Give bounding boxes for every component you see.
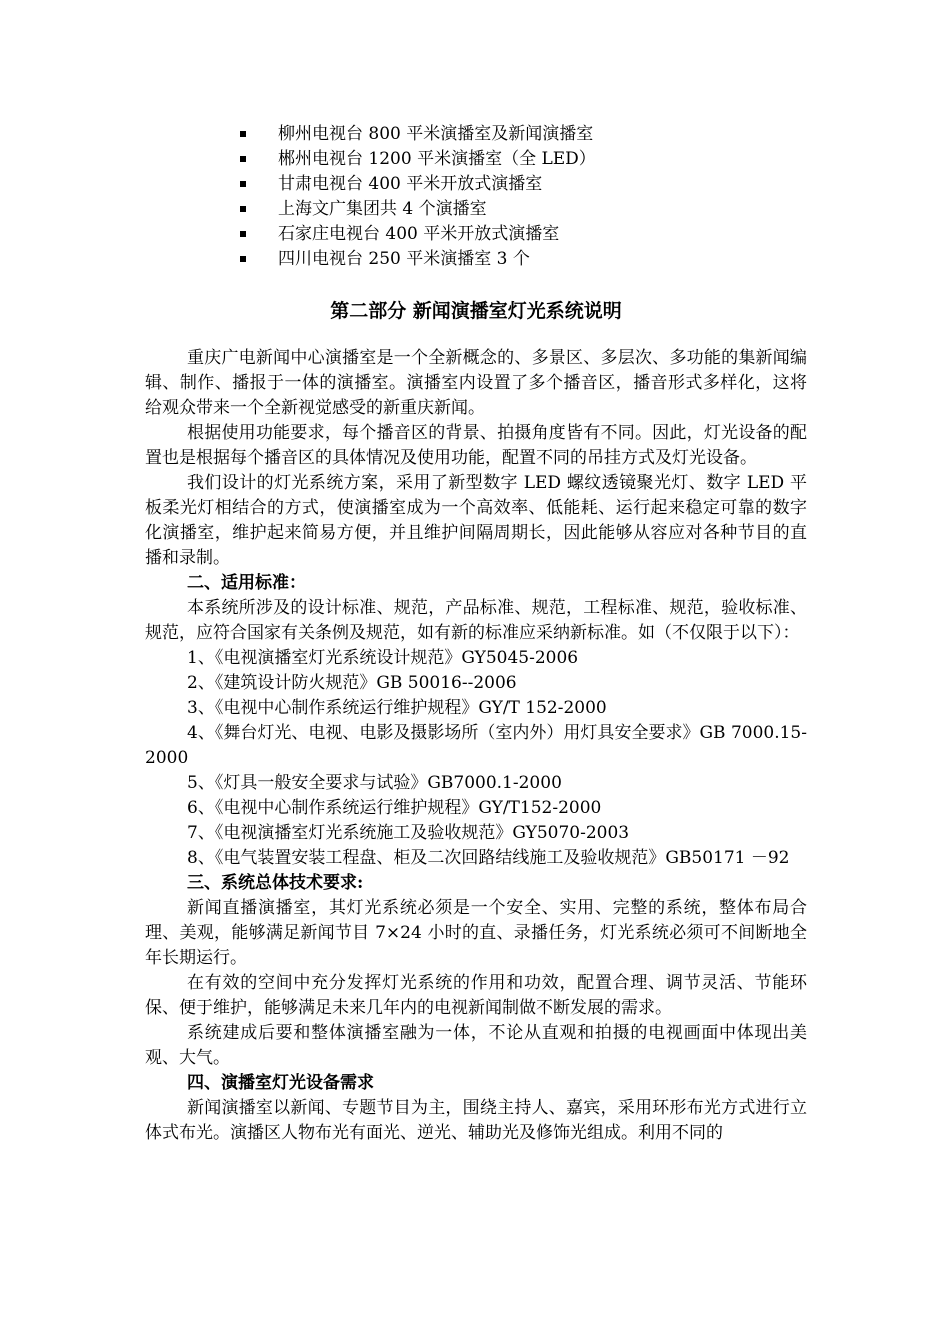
standard-item: 6、《电视中心制作系统运行维护规程》GY/T152-2000	[187, 798, 602, 818]
project-list	[145, 122, 807, 272]
requirements-heading: 三、系统总体技术要求:	[187, 873, 364, 893]
list-item: 上海文广集团共 4 个演播室	[238, 197, 807, 222]
document-page	[145, 122, 807, 1146]
list-item: 石家庄电视台 400 平米开放式演播室	[238, 222, 807, 247]
standard-item: 2、《建筑设计防火规范》GB 50016--2006	[187, 673, 517, 693]
intro-paragraph: 根据使用功能要求，每个播音区的背景、拍摄角度皆有不同。因此，灯光设备的配置也是根据每个播音区的具体情况及使用功能，配置不同的吊挂方式及灯光设备。	[145, 423, 807, 468]
bullet-square-icon	[240, 206, 246, 212]
requirements-paragraph: 系统建成后要和整体演播室融为一体，不论从直观和拍摄的电视画面中体现出美观、大气。	[145, 1023, 807, 1068]
requirements-paragraph: 在有效的空间中充分发挥灯光系统的作用和功效，配置合理、调节灵活、节能环保、便于维护，能够满足未来几年内的电视新闻制做不断发展的需求。	[145, 973, 807, 1018]
bullet-square-icon	[240, 256, 246, 262]
bullet-square-icon	[240, 131, 246, 137]
section-title: 第二部分 新闻演播室灯光系统说明	[330, 300, 622, 322]
equipment-paragraph: 新闻演播室以新闻、专题节目为主，围绕主持人、嘉宾，采用环形布光方式进行立体式布光。演播区人物布光有面光、逆光、辅助光及修饰光组成。利用不同的	[145, 1098, 807, 1143]
list-item: 郴州电视台 1200 平米演播室（全 LED）	[238, 147, 807, 172]
standard-item: 1、《电视演播室灯光系统设计规范》GY5045-2006	[187, 648, 579, 668]
standard-item: 5、《灯具一般安全要求与试验》GB7000.1-2000	[187, 773, 562, 793]
intro-paragraph: 重庆广电新闻中心演播室是一个全新概念的、多景区、多层次、多功能的集新闻编辑、制作、播报于一体的演播室。演播室内设置了多个播音区，播音形式多样化，这将给观众带来一个全新视觉感受的新重庆新闻。	[145, 348, 807, 418]
equipment-heading: 四、演播室灯光设备需求	[187, 1073, 374, 1093]
bullet-square-icon	[240, 156, 246, 162]
intro-paragraph: 我们设计的灯光系统方案，采用了新型数字 LED 螺纹透镜聚光灯、数字 LED 平板柔光灯相结合的方式，使演播室成为一个高效率、低能耗、运行起来稳定可靠的数字化演播室，维护起来简易方便，并且维护间隔周期长，因此能够从容应对各种节目的直播和录制。	[145, 473, 807, 568]
standard-item: 7、《电视演播室灯光系统施工及验收规范》GY5070-2003	[187, 823, 630, 843]
standards-intro: 本系统所涉及的设计标准、规范，产品标准、规范，工程标准、规范，验收标准、规范，应符合国家有关条例及规范，如有新的标准应采纳新标准。如（不仅限于以下）：	[145, 598, 807, 643]
bullet-square-icon	[240, 181, 246, 187]
list-item: 柳州电视台 800 平米演播室及新闻演播室	[238, 122, 807, 147]
list-item: 四川电视台 250 平米演播室 3 个	[238, 247, 807, 272]
list-item: 甘肃电视台 400 平米开放式演播室	[238, 172, 807, 197]
standard-item: 4、《舞台灯光、电视、电影及摄影场所（室内外）用灯具安全要求》GB 7000.15-2000	[145, 723, 807, 768]
bullet-square-icon	[240, 231, 246, 237]
standard-item: 8、《电气装置安装工程盘、柜及二次回路结线施工及验收规范》GB50171 －92	[187, 848, 790, 868]
standards-heading: 二、适用标准：	[187, 573, 306, 593]
requirements-paragraph: 新闻直播演播室，其灯光系统必须是一个安全、实用、完整的系统，整体布局合理、美观，能够满足新闻节目 7×24 小时的直、录播任务，灯光系统必须可不间断地全年长期运行。	[145, 898, 807, 968]
standard-item: 3、《电视中心制作系统运行维护规程》GY/T 152-2000	[187, 698, 607, 718]
